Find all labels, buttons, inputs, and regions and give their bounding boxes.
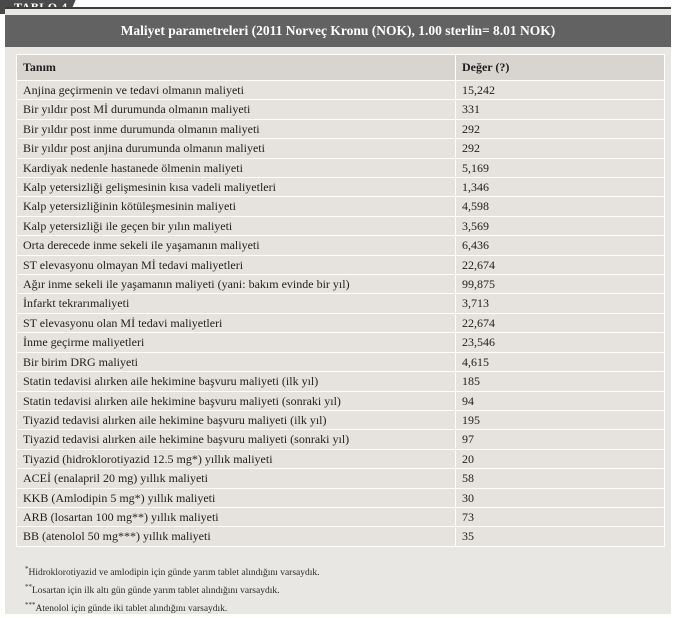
row-value: 3,713 [455,294,664,313]
table-row [17,139,665,158]
row-label: Bir yıldır post anjina durumunda olmanın maliyeti [17,139,456,158]
table-row [17,507,665,526]
table-row [17,430,665,449]
table-row [17,236,665,255]
table-title: Maliyet parametreleri (2011 Norveç Kronu (NOK), 1.00 sterlin= 8.01 NOK) [5,15,671,47]
row-label: Tiyazid (hidroklorotiyazid 12.5 mg*) yıllık maliyeti [17,449,456,468]
row-label: KKB (Amlodipin 5 mg*) yıllık maliyeti [17,488,456,507]
row-label: ARB (losartan 100 mg**) yıllık maliyeti [17,507,456,526]
table-frame [5,7,671,614]
row-value: 99,875 [455,275,664,294]
row-value: 22,674 [455,255,664,274]
table-row [17,469,665,488]
row-value: 292 [455,139,664,158]
table-row [17,294,665,313]
table-row [17,527,665,546]
table-row [17,449,665,468]
footnote-mark: ** [25,583,32,592]
row-value: 22,674 [455,313,664,332]
row-value: 331 [455,100,664,119]
table-row [17,178,665,197]
row-value: 94 [455,391,664,410]
table-row [17,333,665,352]
footnote-text: Hidroklorotiyazid ve amlodipin için günde yarım tablet alındığını varsaydık. [28,568,320,579]
row-label: Kalp yetersizliği gelişmesinin kısa vadeli maliyetleri [17,178,456,197]
table-row [17,313,665,332]
row-value: 4,615 [455,352,664,371]
row-value: 15,242 [455,81,664,100]
row-value: 4,598 [455,197,664,216]
row-value: 1,346 [455,178,664,197]
row-label: ST elevasyonu olan Mİ tedavi maliyetleri [17,313,456,332]
row-value: 23,546 [455,333,664,352]
row-label: İnme geçirme maliyetleri [17,333,456,352]
row-label: Tiyazid tedavisi alırken aile hekimine başvuru maliyeti (sonraki yıl) [17,430,456,449]
row-label: Bir yıldır post inme durumunda olmanın maliyeti [17,119,456,138]
row-label: Kalp yetersizliğinin kötüleşmesinin maliyeti [17,197,456,216]
table-header-row [17,55,665,81]
row-label: Ağır inme sekeli ile yaşamanın maliyeti (yani: bakım evinde bir yıl) [17,275,456,294]
row-label: Kalp yetersizliği ile geçen bir yılın maliyeti [17,216,456,235]
row-value: 20 [455,449,664,468]
row-value: 35 [455,527,664,546]
row-label: ACEİ (enalapril 20 mg) yıllık maliyeti [17,469,456,488]
table-row [17,275,665,294]
footnote [25,562,655,580]
row-label: Statin tedavisi alırken aile hekimine başvuru maliyeti (sonraki yıl) [17,391,456,410]
footnote-text: Atenolol için günde iki tablet alındığını varsaydık. [35,604,228,615]
table-row [17,119,665,138]
table-row [17,158,665,177]
row-label: Bir birim DRG maliyeti [17,352,456,371]
row-value: 58 [455,469,664,488]
row-value: 3,569 [455,216,664,235]
table-row [17,352,665,371]
row-label: Orta derecede inme sekeli ile yaşamanın maliyeti [17,236,456,255]
row-value: 5,169 [455,158,664,177]
column-header-value: Değer (?) [455,55,664,81]
footnote-mark: *** [25,601,36,610]
table-footnotes [25,562,655,616]
column-header-definition: Tanım [17,55,456,81]
table-body [17,81,665,547]
row-value: 6,436 [455,236,664,255]
table-row [17,391,665,410]
row-label: Bir yıldır post Mİ durumunda olmanın maliyeti [17,100,456,119]
table-row [17,100,665,119]
row-label: ST elevasyonu olmayan Mİ tedavi maliyetleri [17,255,456,274]
row-value: 97 [455,430,664,449]
row-label: Kardiyak nedenle hastanede ölmenin maliyeti [17,158,456,177]
table-row [17,410,665,429]
table-row [17,216,665,235]
row-label: Statin tedavisi alırken aile hekimine başvuru maliyeti (ilk yıl) [17,372,456,391]
row-value: 73 [455,507,664,526]
table-row [17,81,665,100]
footnote-text: Losartan için ilk altı gün günde yarım tablet alındığını varsaydık. [32,586,280,597]
table-row [17,372,665,391]
row-label: Tiyazid tedavisi alırken aile hekimine başvuru maliyeti (ilk yıl) [17,410,456,429]
row-label: İnfarkt tekrarımaliyeti [17,294,456,313]
table-row [17,255,665,274]
table-row [17,488,665,507]
row-label: BB (atenolol 50 mg***) yıllık maliyeti [17,527,456,546]
row-value: 195 [455,410,664,429]
footnote [25,598,655,616]
cost-parameters-table [16,54,665,547]
row-label: Anjina geçirmenin ve tedavi olmanın maliyeti [17,81,456,100]
footnote [25,580,655,598]
row-value: 30 [455,488,664,507]
footnote-mark: * [25,565,29,573]
row-value: 292 [455,119,664,138]
table-row [17,197,665,216]
row-value: 185 [455,372,664,391]
